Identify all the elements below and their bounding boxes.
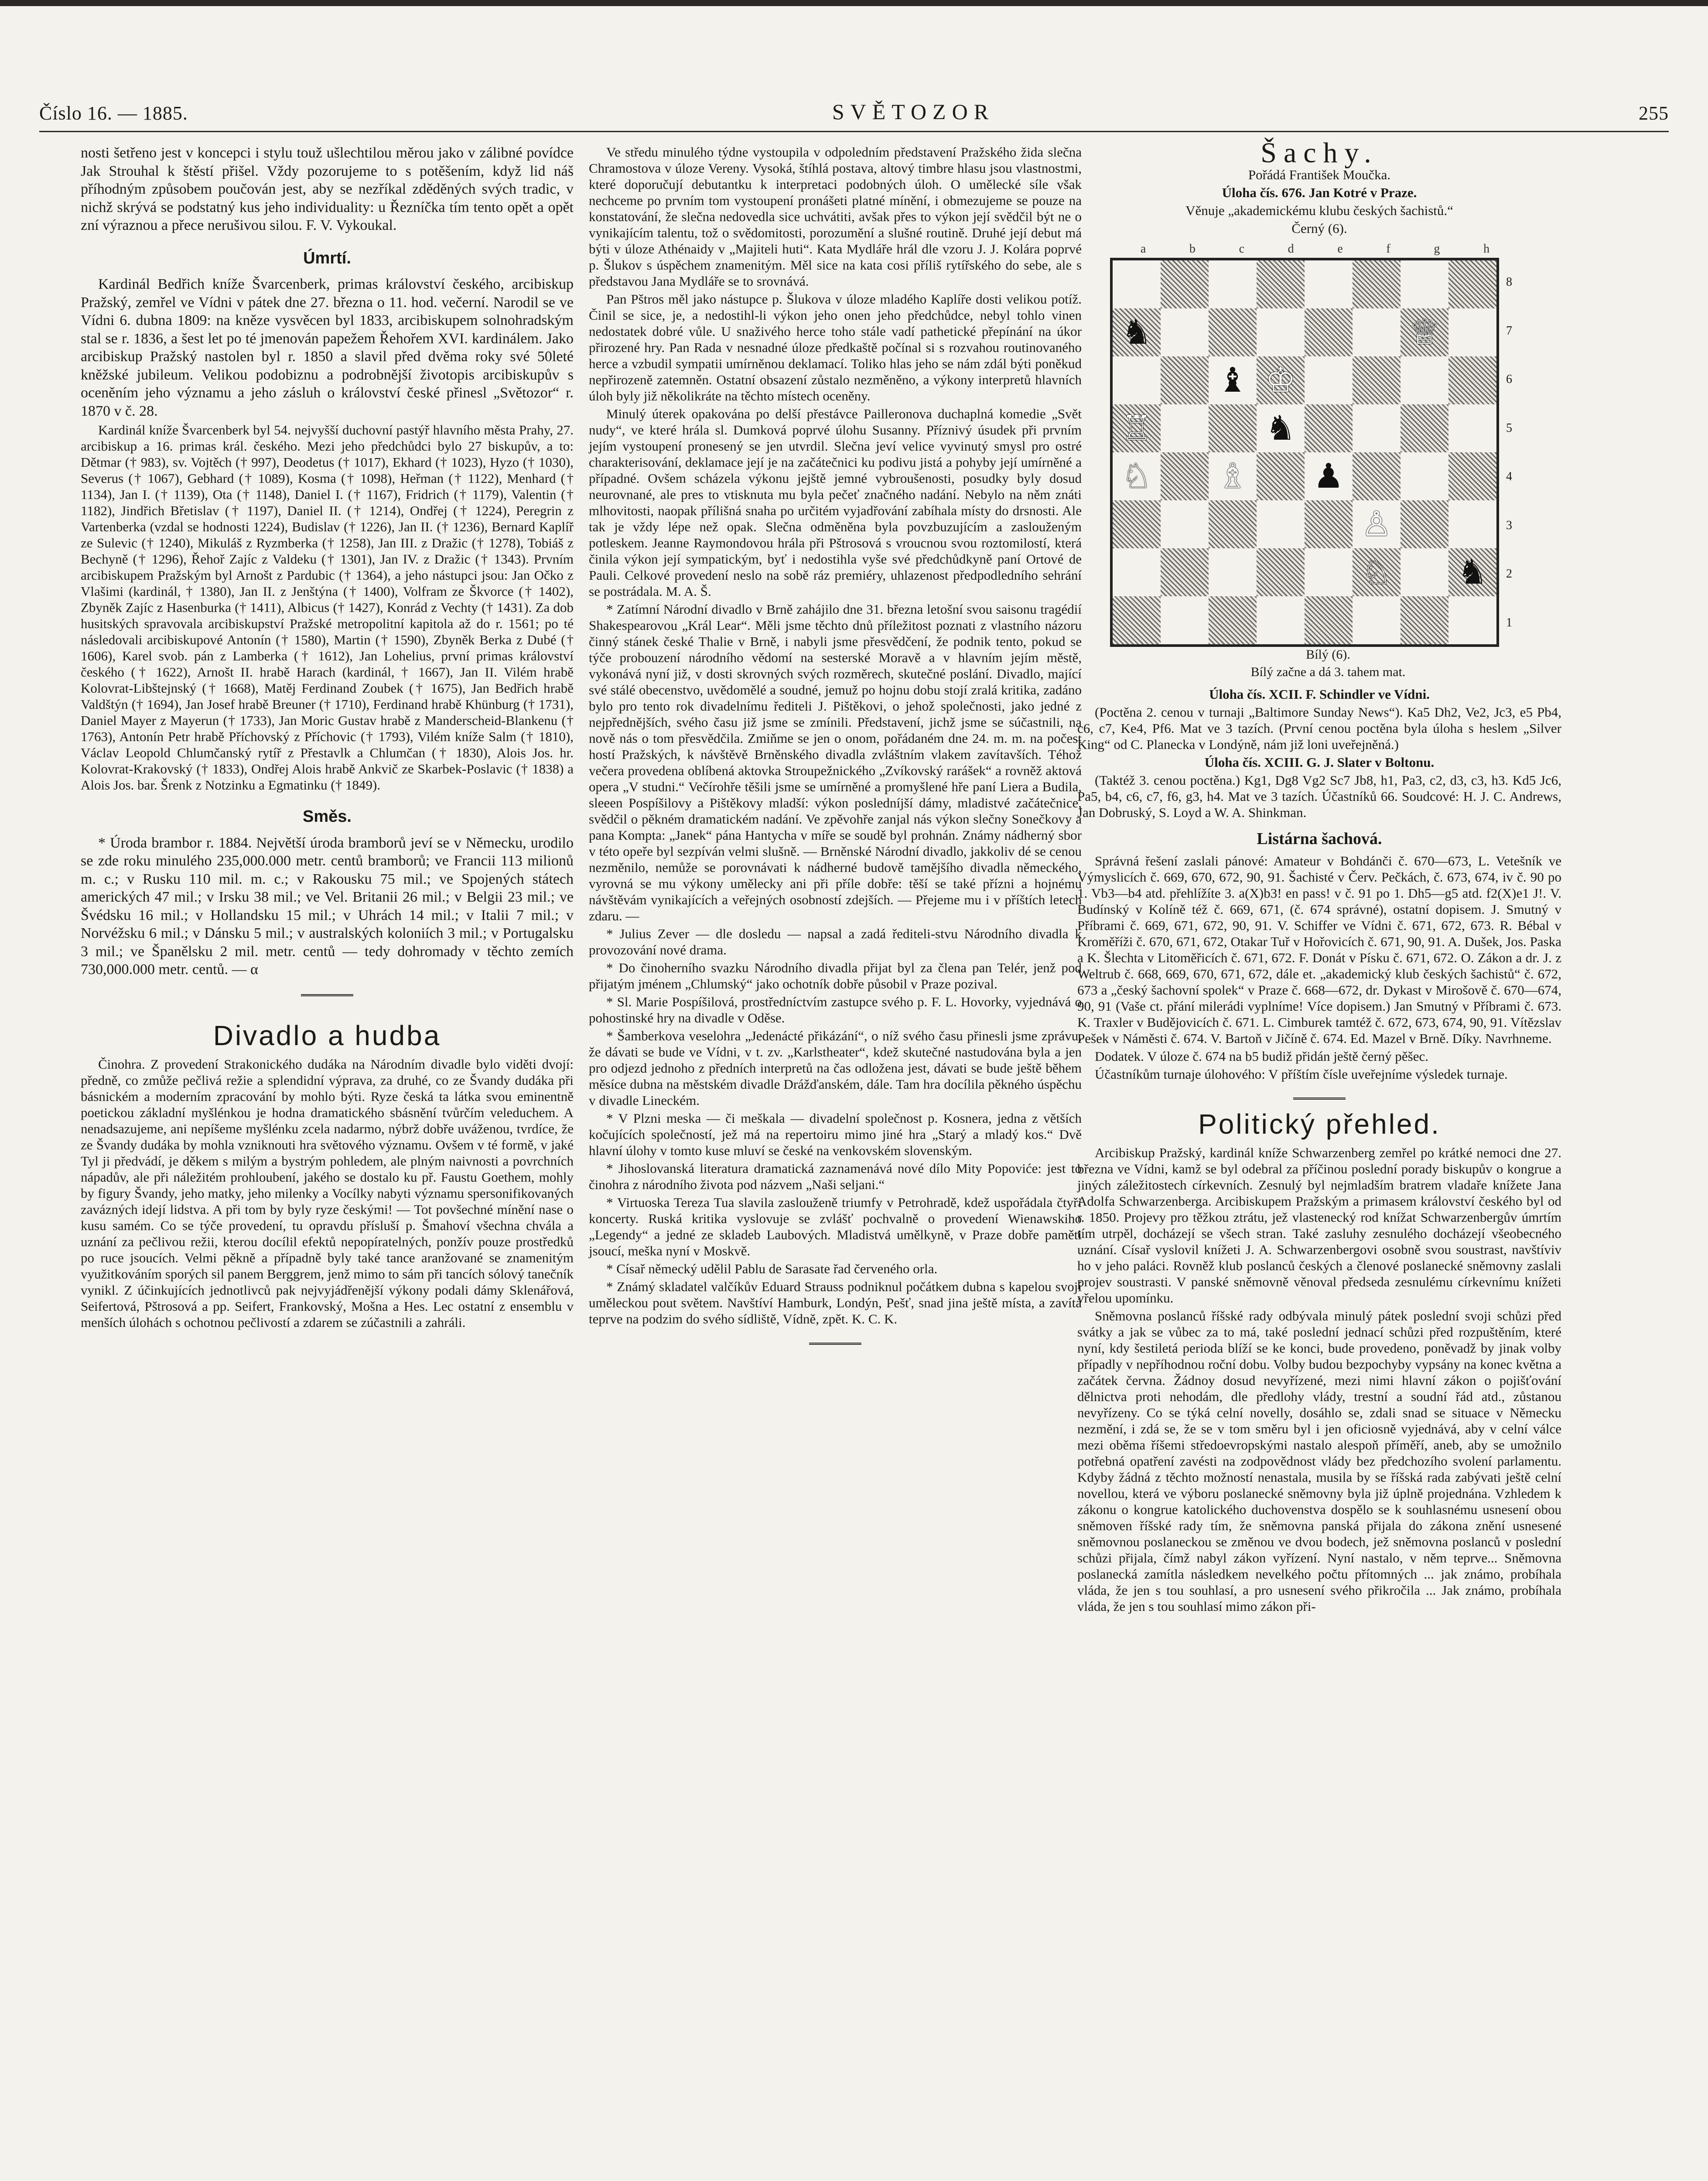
- board-square-b7: [1161, 308, 1209, 356]
- top-edge-bar: [0, 0, 1708, 6]
- board-square-f8: [1353, 260, 1401, 308]
- rank-label: 5: [1506, 421, 1512, 435]
- white-label: Bílý (6).: [1306, 647, 1350, 662]
- board-square-f2: [1353, 548, 1401, 596]
- umrti-heading: Úmrtí.: [303, 249, 351, 267]
- board-square-a3: [1113, 500, 1161, 548]
- divider-ornament-2: [589, 1338, 1082, 1349]
- board-square-g1: [1401, 596, 1448, 644]
- board-square-d2: [1257, 548, 1305, 596]
- board-square-a6: [1113, 356, 1161, 404]
- rank-label: 3: [1506, 518, 1512, 532]
- board-square-e1: [1305, 596, 1353, 644]
- board-square-e5: [1305, 404, 1353, 452]
- file-labels: [1110, 240, 1529, 258]
- board-square-h3: [1448, 500, 1496, 548]
- board-square-c5: [1209, 404, 1257, 452]
- listarna-heading: Listárna šachová.: [1257, 830, 1382, 848]
- board-square-c3: [1209, 500, 1257, 548]
- board-square-c7: [1209, 308, 1257, 356]
- divider-ornament: [81, 990, 574, 1001]
- white-rook-icon: ♖: [1121, 409, 1152, 447]
- board-square-c8: [1209, 260, 1257, 308]
- board-square-h8: [1448, 260, 1496, 308]
- board-square-f4: [1353, 452, 1401, 500]
- theatre-paragraph-6: * Do činoherního svazku Národního divadla přijat byl za člena pan Telér, jenž pod přijatým jménem „Chlumský“ jako ochotník dobře působil v Praze pozival.: [589, 960, 1082, 991]
- page-header: [39, 94, 1669, 124]
- theatre-paragraph-3: Minulý úterek opakována po delší přestávce Pailleronova duchaplná komedie „Svět nudy“, ve které hrála sl. Dumková poprvé úlohu Susanny. Příznivý úsudek při prvním jejím vystoupení pronesený se jen utvrdil. Slečna jeví velice vyvinutý smysl pro ostré charakterisování, deklamace její je na začátečnici ku podivu jistá a pohyby její umírněné a případné. Ovšem scházela výkonu jejště jemné vybroušenosti, posudky byly dosud neurovnané, ale pres to vtisknuta mu byla pečeť značného nadání. Nebylo na něm znáti mlhovitosti, naopak přílišná snaha po určitém vyjadřování zabíhala místy do drsnosti. Ale tak je vždy lépe než opak. Slečna odměněna byla povzbuzujícím a zaslouženým potleskem. Jeanne Raymondovou hrála při Pštrosová s vroucnou svou roztomilostí, která činila výkon její sympatickým, byť i nedostihla vyše své předchůdkyně paní Ortové de Pauli. Celkové provedení neslo na sobě ráz premiéry, uhlazenost předpodledního sehrání se postrádala. M. A. Š.: [589, 406, 1082, 599]
- rank-label: 1: [1506, 615, 1512, 629]
- theatre-paragraph-13: * Známý skladatel valčíkův Eduard Strauss podniknul počátkem dubna s kapelou svojí uměleckou pout světem. Navštíví Hamburk, Londýn, Pešť, snad jina ještě místa, a zavítá teprve na podzim do svého sídliště, Vídně, zpět. K. C. K.: [589, 1279, 1082, 1326]
- theatre-paragraph-5: * Julius Zever — dle dosledu — napsal a zadá řediteli-stvu Národního divadla k provozování nové drama.: [589, 926, 1082, 957]
- smes-paragraph: * Úroda brambor r. 1884. Největší úroda bramborů jeví se v Německu, urodilo se zde roku minulého 235,000.000 metr. centů bramborů; ve Francii 113 milionů m. c.; v Rusku 110 mil. m. c.; v Rakousku 75 mil.; ve Spojených státech amerických 47 mil.; v Irsku 38 mil.; ve Vel. Britanii 26 mil.; v Belgii 23 mil.; ve Švédsku 16 mil.; v Hollandsku 15 mil.; v Uhrách 14 mil.; v Italii 7 mil.; v Norvéžsku 6 mil.; v Dánsku 5 mil.; v australských koloniích 3 mil.; v Portugalsku 3 mil.; ve Španělsku 2 mil. metr. centů — tedy dohromady v těchto zemích 730,000.000 metr. centů. — α: [81, 834, 574, 978]
- divadlo-paragraph: Činohra. Z provedení Strakonického dudáka na Národním divadle bylo viděti dvojí: předně, co zmůže pečlivá režie a splendidní výprava, za druhé, co ze Švandy dudáka při básnickém a moderním zpracování by mohlo býti. Ryze česká ta látka svou eminentně poetickou základní myšlénkou je hodna dramatického sbásnění tvůrčím veleduchem. A nenadsazujeme, ani nepíšeme myšlénku zcela nadarmo, nýbrž dobře uváženou, tvrdíce, že ze Švandy dudáka by mohla vzniknouti hra světového významu. Ovšem v té formě, v jaké Tyl ji předvádí, je děkem s milým a bystrým pohledem, ale plným naivnosti a povrchních nápadův, ale při náležitém prohloubení, jakého se dostalo ku př. Faustu Goethem, mohly by figury Švandy, jeho matky, jeho milenky a Vocílky nabyti významu spersonifikovaných zavázných idejí lidstva. A při tom by byly ryze českými! — Tot povšechné mínění nase o kusu samém. Co se týče provedení, tu opravdu přísluší p. Šmahoví všechna chvála a uznání za pečlivou režii, kterou docílil efektů nepopíratelných, ponžív pouze prostředků po ruce jsoucích. Velmi pěkně a případně byly také tance aranžované se znamenitým využitkováním sporých sil panem Berggrem, jenž mimo to sám při tancích sólový tanečník vynikl. Z účinkujících jednotlivců pak nejvyjádřenější výkony podali dámy Sklenářová, Seifertová, Pštrosová a pp. Seifert, Frankovský, Mošna a Hes. Lec ostatní z ensemblu v menších úlohách s ochotnou pečlivostí a zdarem se zúčastnili a zahráli.: [81, 1056, 574, 1330]
- board-square-b6: [1161, 356, 1209, 404]
- issue-number: Číslo 16. — 1885.: [39, 103, 188, 124]
- theatre-paragraph-1: Ve středu minulého týdne vystoupila v odpoledním představení Pražského žida slečna Chramostova v úloze Vereny. Vysoká, štíhlá postava, altový timbre hlasu jsou vlastnostmi, které doporučují debutantku k interpretaci podobných úloh. O umělecké síle však nechceme po prvním tom vystoupení pronášeti platné mínění, i obmezujeme se pouze na konstatování, že slečna nedovedla sice uchvátiti, avšak přes to výkon její svědčil být ne o vynikajícím talentu, tož o svědomitosti, porozumění a slušné routině. Druhé její debut má býti v úloze Athénaidy v „Majiteli huti“. Kata Mydláře hrál dle vzoru J. J. Kolára poprvé p. Šlukov s úspěchem znamenitým. Měl sice na kata cosi příliš rytířského do sebe, ale s představou Jana Mydláře se to srovnává.: [589, 144, 1082, 289]
- board-square-a2: [1113, 548, 1161, 596]
- solution-xciii-title: Úloha čís. XCIII. G. J. Slater v Boltonu.: [1204, 755, 1435, 770]
- rank-label: 8: [1506, 275, 1512, 289]
- rank-label: 6: [1506, 373, 1512, 386]
- board-square-h7: [1448, 308, 1496, 356]
- board-square-a5: [1113, 404, 1161, 452]
- board-square-d6: [1257, 356, 1305, 404]
- board-square-h2: [1448, 548, 1496, 596]
- board-square-d8: [1257, 260, 1305, 308]
- theatre-paragraph-7: * Sl. Marie Pospíšilová, prostředníctvím zastupce svého p. F. L. Hovorky, vyjednává o pohostinské hry na divadle v Oděse.: [589, 994, 1082, 1026]
- listarna-paragraph-3: Účastníkům turnaje úlohového: V příštím čísle uveřejníme výsledek turnaje.: [1095, 1066, 1508, 1082]
- rank-label: 7: [1506, 324, 1512, 338]
- board-square-g7: [1401, 308, 1448, 356]
- theatre-paragraph-12: * Císař německý udělil Pablu de Sarasate řad červeného orla.: [606, 1261, 938, 1276]
- white-queen-icon: ♕: [1409, 313, 1440, 351]
- file-label: c: [1239, 242, 1245, 256]
- rank-label: 4: [1506, 470, 1512, 483]
- column-2: [589, 144, 1082, 1360]
- board-square-b1: [1161, 596, 1209, 644]
- board-square-h4: [1448, 452, 1496, 500]
- black-label: Černý (6).: [1291, 220, 1347, 236]
- board-square-f3: [1353, 500, 1401, 548]
- black-knight-icon: ♞: [1457, 553, 1488, 591]
- file-label: e: [1337, 242, 1343, 256]
- file-label: d: [1288, 242, 1294, 256]
- board-square-c4: [1209, 452, 1257, 500]
- page-number: 255: [1638, 103, 1669, 124]
- board-square-e4: [1305, 452, 1353, 500]
- listarna-paragraph-1: Správná řešení zaslali pánové: Amateur v Bohdánči č. 670—673, L. Vetešník ve Výmyslicích č. 669, 670, 672, 90, 91. Šachisté v Červ. Pečkách, č. 673, 674, iv č. 90 po 1. Vb3—b4 atd. přehlížíte 3. a(X)b3! en pass! v č. 91 po 1. Dh5—g5 atd. f2(X)e1 J!. V. Budínský v Kolíně též č. 669, 671, (č. 674 správné), ostatní dopisem. J. Smutný v Příbrami č. 669, 671, 672, 90, 91. V. Schiffer ve Vídni č. 671, 672, 673. R. Bébal v Kroměříži č. 670, 671, 672, Otakar Tuř v Hořovicích č. 671, 90, 91. A. Dušek, Jos. Paska a K. Šlechta v Litoměřicích č. 671, 672. F. Donát v Písku č. 671, 672. O. Zákon a dr. J. z Weltrub č. 668, 669, 670, 671, 672, dále et. „akademický klub českých šachistů“ č. 672, 673 a „český šachovní spolek“ v Praze č. 668—672, dr. Dykast v Mirošově č. 670—674, 90, 91 (Vaše ct. přání milerádi vyplníme! Více dopisem.) Jan Smutný v Příbrami č. 673. K. Traxler v Budějovicích č. 671. L. Cimburek tamtéž č. 672, 673, 674, 90, 91. Vítězslav Pešek v Náměsti č. 674. V. Bartoň v Jičíně č. 674. Ed. Mazel v Brně. Díky. Navrhneme.: [1077, 853, 1561, 1046]
- file-label: h: [1483, 242, 1490, 256]
- rank-label: 2: [1506, 567, 1512, 581]
- politicky-paragraph-2: Sněmovna poslanců říšské rady odbývala minulý pátek poslední svoji schůzi před svátky a jak se vůbec za to má, také poslední jednací schůzi před rozpuštěním, které nyní, kdy šestiletá perioda blíží se ke konci, bude provedeno, poněvadž by jinak volby případly v nepříhodnou roční dobu. Volby budou bezpochyby vypsány na konec května a začátek června. Žádnoy dosud nevyřízené, mezi nimi hlavní zákon o pojišťování dělnictva proti nehodám, dle předlohy vlády, trestní a soudní řád atd., zůstanou nevyřízeny. Co se týká celní novelly, dosáhlo se, zdali snad se situace v Německu nezmění, i zdá se, že se v tom směru byl i jen oficiosně vyjednává, aby v celní válce mezi oběma říšemi středoevropskými nastalo alespoň příměří, aneb, aby se umožnilo potřebná opatření zavésti na zodpovědnost vlády bez předchozího svolení parlamentu. Kdyby žádná z těchto možností nenastala, musila by se říšská rada zabývati ještě celní novellou, která ve výboru poslanecké sněmovny byla již úplně projednána. Vzhledem k zákonu o kongrue katolického duchovenstva dospělo se k souhlasnému usnesení obou sněmoven říšské rady tím, že sněmovna panská přijala do zákona znění usnesené sněmovnou poslaneckou se změnou ve dvou bodech, jež sněmovna poslanců v poslední schůzi přijala, čímž nabyl zákon vyřízení. Nyní nastalo, v něm teprve... Sněmovna poslanecká zamítla následkem nevelkého počtu přítomných ... jak známo, probíhala vláda, že jen s tou souhlasí, a pro usnesení svého přikročila ... Jak známo, probíhala vláda, že jen s tou souhlasí mimo zákon při-: [1077, 1308, 1561, 1614]
- board-square-g2: [1401, 548, 1448, 596]
- board-square-f1: [1353, 596, 1401, 644]
- board-square-h6: [1448, 356, 1496, 404]
- board-square-b8: [1161, 260, 1209, 308]
- board-square-d7: [1257, 308, 1305, 356]
- file-label: g: [1434, 242, 1440, 256]
- chess-editor: Pořádá František Moučka.: [1248, 167, 1391, 182]
- board-square-f5: [1353, 404, 1401, 452]
- file-label: b: [1189, 242, 1196, 256]
- theatre-paragraph-10: * Jihoslovanská literatura dramatická zaznamenává nové dílo Mity Popoviće: jest to činohra z národního života pod názvem „Naši seljani.“: [589, 1161, 1082, 1192]
- board-square-c1: [1209, 596, 1257, 644]
- black-pawn-icon: ♟: [1313, 457, 1344, 495]
- board-square-a1: [1113, 596, 1161, 644]
- theatre-paragraph-2: Pan Pštros měl jako nástupce p. Šlukova v úloze mladého Kaplíře dosti velikou potíž. Činil se sice, je, a nedostihl-li výkon jeho onen jeho předchůdce, nebyl tohlo vinen nedostatek dobré vůle. U snaživého herce toho stále vadí pathetické přepínání na úkor přirozené hry. Pan Rada v nesnadné úloze předkaště počínal si s rozvahou routinovaného herce a vzbudil sympatii umírněnou deklamací. Toliko hlas jeho se nám zdál býti poněkud nepřirozeně zatemněn. Ostatní obsazení zůstalo nezměněno, a výkony interpretů hlavních úloh byly již několikráte na těchto místech oceněny.: [589, 291, 1082, 403]
- board-square-g4: [1401, 452, 1448, 500]
- listarna-paragraph-2: Dodatek. V úloze č. 674 na b5 budiž přidán ještě černý pěšec.: [1095, 1048, 1428, 1064]
- board-square-g5: [1401, 404, 1448, 452]
- board-square-g3: [1401, 500, 1448, 548]
- white-king-icon: ♔: [1265, 361, 1296, 399]
- theatre-paragraph-4: * Zatímní Národní divadlo v Brně zahájilo dne 31. března letošní svou saisonu tragédií Shakespearovou „Král Lear“. Měli jsme těchto dnů příležitost poznati z vlastního názoru činný stánek české Thalie v Brně, i nabyli jsme přesvědčení, že podnik tento, pokud se týče probouzení národního vědomí na sesterské Moravě a v hlavním jejím městě, vykonává nyní již, v dosti skrovných svých rozměrech, skutečné poslání. Divadlo, mající své stálé obecenstvo, uvědomělé a soudné, jemuž po hojnu dobu stojí zralá kritika, zadáno bylo pro tento rok divadelnímu řediteli J. Pištěkovi, o jehož společnosti, jako jedné z nejpřednějších, svého času již jsme se zmínili. Představení, jichž jsme se súčastnili, na nově nás o tom přesvědčila. Zmiňme se jen o onom, pořádaném dne 24. m. m. na počest hostí Pražských, k návštěvě Brněnského divadla zvláštním vlakem zavítavších. Téhož večera provedena oblíbená aktovka Stroupežnického „Zvíkovský rarášek“ a rovněž aktová opera „V studni.“ Večírohře těšili jsme se umírněné a promyšlené hře paní Liera a Budila, sleeen Pospíšilovy a Pištěkovy mladší: výkon posledníjší dámy, mladistvé začátečnice, svědčil o pěkném dramatickém nadání. Ve zpěvohře zanjal nás výkon slečny Sonečkovy a pana Kompta: „Janek“ pána Hantycha v míře se soudě byl prohnán. Známy nádherný sbor v této opeře byl sezpíván velmi slušně. — Brněnské Národní divadlo, jakkoliv dé se cenou nezměnilo, nemůže se porovnávati k nádherné budově tamějšího divadla německého, vyrovná se mu výkony umělecky ani při příle dobře: těší se také přízni a hojnému návštěvám vynikajících a veřejných osobností zdejších. — Přejeme mu i v příštích letech zdaru. —: [589, 602, 1082, 923]
- smes-heading: Směs.: [303, 807, 352, 826]
- review-ending: nosti šetřeno jest v koncepci i stylu touž ušlechtilou měrou jako v zálibné povídce Jak Strouhal k štěstí přišel. Vždy pozorujeme to s potěšením, když lid náš příhodným způsobem poučován jest, aby se nezříkal zděděných svých tradic, v nichž skrývá se podstatný kus jeho individuality: u Řezníčka tím tento opět a opět zní výraznou a přece nerušivou silou. F. V. Vykoukal.: [81, 145, 574, 233]
- board-square-d1: [1257, 596, 1305, 644]
- board-square-d5: [1257, 404, 1305, 452]
- board-square-c6: [1209, 356, 1257, 404]
- header-rule: [39, 131, 1669, 132]
- problem-caption: Bílý začne a dá 3. tahem mat.: [1250, 665, 1406, 679]
- masthead: SVĚTOZOR: [832, 99, 995, 124]
- white-bishop-icon: ♗: [1217, 457, 1248, 495]
- column-1: [81, 144, 574, 1332]
- solution-xciii-body: (Taktéž 3. cenou poctěna.) Kg1, Dg8 Vg2 Sc7 Jb8, h1, Pa3, c2, d3, c3, h3. Kd5 Jc6, Pa5, b4, c6, c7, f6, g3, h4. Mat ve 3 tazích. Účastníků 66. Soudcové: H. J. C. Andrews, Jan Dobruský, S. Loyd a W. A. Shinkman.: [1077, 773, 1561, 820]
- board-square-d4: [1257, 452, 1305, 500]
- theatre-paragraph-9: * V Plzni meska — či meškala — divadelní společnost p. Kosnera, jedna z větších kočujících společností, jež má na repertoiru mimo jiné hra „Starý a mladý kos.“ Dvě hlavní úlohy v tomto kuse mluví se české na venkovském slovenským.: [589, 1111, 1082, 1158]
- file-label: a: [1140, 242, 1146, 256]
- board-square-e6: [1305, 356, 1353, 404]
- board-square-f6: [1353, 356, 1401, 404]
- solution-xcii-body: (Poctěna 2. cenou v turnaji „Baltimore Sunday News“). Ka5 Dh2, Ve2, Jc3, e5 Pb4, c6, c7, Ke4, Pf6. Mat ve 3 tazích. (První cenou poctěna byla úloha s heslem „Silver King“ od C. Planecka v Londýně, nám již loni uveřejněná.): [1077, 704, 1561, 752]
- divider-ornament-3: [1077, 1094, 1561, 1104]
- divadlo-heading: Divadlo a hudba: [213, 1019, 441, 1051]
- board-square-e7: [1305, 308, 1353, 356]
- board-square-a7: [1113, 308, 1161, 356]
- board-square-g8: [1401, 260, 1448, 308]
- board-square-b2: [1161, 548, 1209, 596]
- board-square-h1: [1448, 596, 1496, 644]
- problem-title: Úloha čís. 676. Jan Kotré v Praze.: [1222, 185, 1417, 200]
- politicky-paragraph-1: Arcibiskup Pražský, kardinál kníže Schwarzenberg zemřel po krátké nemoci dne 27. března ve Vídni, kamž se byl odebral za příčinou poslední porady biskupův o kongrue a jiných záležitostech církevních. Zesnulý byl nejmladším bratrem vladaře knížete Jana Adolfa Schwarzenberga. Arcibiskupem Pražským a primasem království českého byl od r. 1850. Projevy pro těžkou ztrátu, jež vlastenecký rod knížat Schwarzenbergův úmrtím tím utrpěl, docházejí se všech stran. Také zasluhy zesnulého docházejí všeobecného uznání. Císař vyslovil knížeti J. A. Schwarzenbergovi osobně svou soustrast, navštíviv ho v jeho paláci. Rovněž klub poslanců českých a členové poslanecké sněmovny zaslali projev soustrasti. V panské sněmovně věnoval předseda zesnulému církevnímu knížeti vřelou upomínku.: [1077, 1145, 1561, 1306]
- board-square-b4: [1161, 452, 1209, 500]
- chess-diagram: [1110, 240, 1529, 647]
- chess-board: [1110, 258, 1499, 647]
- board-square-e3: [1305, 500, 1353, 548]
- white-knight-icon: ♘: [1361, 553, 1392, 591]
- theatre-paragraph-8: * Šamberkova veselohra „Jedenácté přikázání“, o níž svého času přinesli jsme zprávu, že dávati se bude ve Vídni, v t. zv. „Karlstheater“, kdež skutečné nastudována byla a jen pro odjezd jednoho z předních interpretů na čas odložena jest, dávati se bude ještě během měsíce dubna na městském divadle Drážďanském, dále. Tam hra docílila pěkného úspěchu v divadle Lineckém.: [589, 1028, 1082, 1108]
- black-bishop-icon: ♝: [1217, 361, 1248, 399]
- chess-heading: Šachy.: [1261, 137, 1378, 169]
- umrti-paragraph-2: Kardinál kníže Švarcenberk byl 54. nejvyšší duchovní pastýř hlavního města Prahy, 27. arcibiskup a 16. primas král. českého. Mezi jeho předchůdci bylo 27 biskupův, a to: Dětmar († 983), sv. Vojtěch († 997), Deodetus († 1017), Ekhard († 1023), Hyzo († 1030), Severus († 1067), Gebhard († 1089), Kosma († 1098), Heřman († 1122), Menhard († 1134), Jan I. († 1139), Ota († 1148), Daniel I. († 1167), Fridrich († 1179), Valentin († 1182), Jindřich Břetislav († 1197), Daniel II. († 1214), Ondřej († 1224), Peregrin z Vartenberka (vzdal se hodnosti 1224), Budislav († 1226), Jan II. († 1236), Bernard Kaplíř ze Sulevic († 1240), Mikuláš z Ryzmberka († 1258), Jan III. z Dražic († 1278), Tobiáš z Bechyně († 1296), Řehoř Zajíc z Valdeku († 1301), Jan IV. z Dražic († 1343). Prvním arcibiskupem Pražským byl Arnošt z Pardubic († 1364), a jeho nástupci jsou: Jan Očko z Vlašimi (kardinál, † 1380), Jan II. z Jenštýna († 1400), Volfram ze Škvorce († 1402), Zbyněk Zajíc z Hasenburka († 1411), Albicus († 1427), Konrád z Vechty († 1431). Za dob husitských spravovala arcibiskupství Pražské metropolitní kapitola až do r. 1561; po té následovali arcibiskupové Antonín († 1580), Martin († 1590), Zbyněk Berka z Dubé († 1606), Karel svob. pán z Lamberka († 1612), Jan Lohelius, první primas království českého († 1622), Arnošt II. hrabě Harach (kardinál, † 1667), Jan II. Vilém hrabě Kolovrat-Libštejnský († 1668), Matěj Ferdinand Zoubek († 1675), Jan Bedřich hrabě Valdštýn († 1694), Jan Josef hrabě Breuner († 1710), Ferdinand hrabě Khünburg († 1731), Daniel Mayer z Mayerun († 1733), Jan Moric Gustav hrabě z Manderscheid-Blankenu († 1763), Antonín Petr hrabě Příchovský z Příchovic († 1793), Vilém kníže Salm († 1810), Václav Leopold Chlumčanský rytíř z Přestavlk a Chlumčan († 1830), Alois Jos. hr. Kolovrat-Krakovský († 1833), Ondřej Alois hrabě Ankvič ze Skarbek-Poslavic († 1838) a Alois Jos. bar. Šrenk z Notzinku a Egmatinku († 1849).: [81, 422, 574, 793]
- board-square-d3: [1257, 500, 1305, 548]
- white-knight-icon: ♘: [1121, 457, 1152, 495]
- board-square-g6: [1401, 356, 1448, 404]
- board-square-b3: [1161, 500, 1209, 548]
- board-square-h5: [1448, 404, 1496, 452]
- theatre-paragraph-11: * Virtuoska Tereza Tua slavila zaslouženě triumfy v Petrohradě, kdež uspořádala čtyři koncerty. Ruská kritika vyslovuje se zvlášť pochvalně o provedení Wienawskiho „Legendy“ a jedné ze skladeb Laubových. Mladistvá umělkyně, v Praze dobře paměti jsoucí, meška nyní v Moskvě.: [589, 1195, 1082, 1258]
- board-square-c2: [1209, 548, 1257, 596]
- board-square-e8: [1305, 260, 1353, 308]
- solution-xcii-title: Úloha čís. XCII. F. Schindler ve Vídni.: [1209, 687, 1430, 702]
- politicky-heading: Politický přehled.: [1198, 1108, 1441, 1140]
- board-square-a4: [1113, 452, 1161, 500]
- umrti-paragraph-1: Kardinál Bedřich kníže Švarcenberk, primas království českého, arcibiskup Pražský, zemřel ve Vídni v pátek dne 27. března o 11. hod. večerní. Narodil se ve Vídni 6. dubna 1809: na kněze vysvěcen byl 1833, arcibiskupem solnohradským stal se r. 1836, a šest let po té jmenován papežem Řehořem XVI. kardinálem. Jako arcibiskup Pražský nastolen byl r. 1850 a slavil před dvěma roky své 50leté kněžské jubileum. Velikou podobiznu a podrobnější životopis arcibiskupův s oceněním jeho významu a jeho zásluh o království české přinesl „Světozor“ r. 1870 v č. 28.: [81, 276, 574, 419]
- board-square-a8: [1113, 260, 1161, 308]
- file-label: f: [1386, 242, 1390, 256]
- black-knight-icon: ♞: [1121, 313, 1152, 351]
- board-square-f7: [1353, 308, 1401, 356]
- column-3: [1077, 137, 1561, 1616]
- board-square-e2: [1305, 548, 1353, 596]
- black-knight-icon: ♞: [1265, 409, 1296, 447]
- board-square-b5: [1161, 404, 1209, 452]
- rank-labels: [1499, 258, 1512, 647]
- problem-dedication: Věnuje „akademickému klubu českých šachistů.“: [1185, 202, 1453, 218]
- white-pawn-icon: ♙: [1361, 505, 1392, 543]
